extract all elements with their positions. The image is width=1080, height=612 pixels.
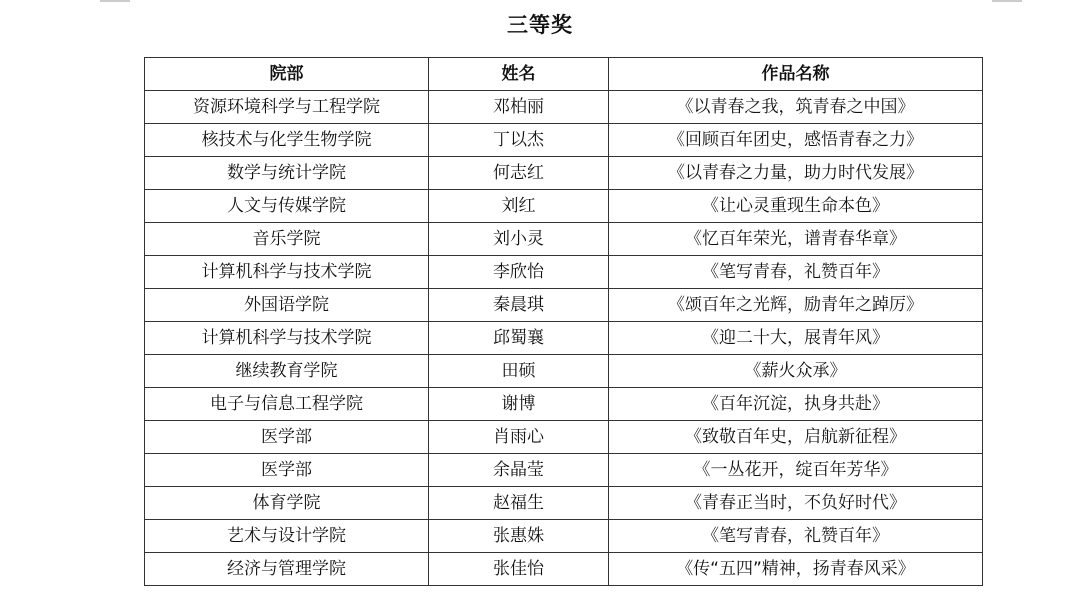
cell-work-title: 《薪火众承》 xyxy=(609,355,983,388)
table-row xyxy=(145,289,983,322)
cell-name: 李欣怡 xyxy=(429,256,609,289)
table-row xyxy=(145,91,983,124)
cell-name: 张惠姝 xyxy=(429,520,609,553)
cell-name: 秦晨琪 xyxy=(429,289,609,322)
cell-name: 田硕 xyxy=(429,355,609,388)
awards-table xyxy=(144,57,983,586)
table-row xyxy=(145,124,983,157)
table-row xyxy=(145,256,983,289)
table-row xyxy=(145,553,983,586)
cell-department: 医学部 xyxy=(145,421,429,454)
cell-work-title: 《笔写青春，礼赞百年》 xyxy=(609,520,983,553)
cell-work-title: 《让心灵重现生命本色》 xyxy=(609,190,983,223)
table-row xyxy=(145,421,983,454)
cell-department: 计算机科学与技术学院 xyxy=(145,322,429,355)
cell-name: 何志红 xyxy=(429,157,609,190)
cell-name: 肖雨心 xyxy=(429,421,609,454)
cell-department: 人文与传媒学院 xyxy=(145,190,429,223)
cell-work-title: 《传“五四”精神，扬青春风采》 xyxy=(609,553,983,586)
cell-department: 继续教育学院 xyxy=(145,355,429,388)
table-row xyxy=(145,223,983,256)
cell-work-title: 《以青春之力量，助力时代发展》 xyxy=(609,157,983,190)
column-header-work-title: 作品名称 xyxy=(609,58,983,91)
cell-name: 余晶莹 xyxy=(429,454,609,487)
table-row xyxy=(145,322,983,355)
cell-work-title: 《以青春之我，筑青春之中国》 xyxy=(609,91,983,124)
cell-name: 邱蜀襄 xyxy=(429,322,609,355)
table-header-row xyxy=(145,58,983,91)
cell-department: 核技术与化学生物学院 xyxy=(145,124,429,157)
cell-department: 艺术与设计学院 xyxy=(145,520,429,553)
top-right-edge-mark xyxy=(992,0,1022,2)
table-row xyxy=(145,190,983,223)
cell-work-title: 《颂百年之光辉，励青年之踔厉》 xyxy=(609,289,983,322)
table-row xyxy=(145,487,983,520)
page-title: 三等奖 xyxy=(507,13,573,37)
cell-name: 赵福生 xyxy=(429,487,609,520)
cell-name: 刘红 xyxy=(429,190,609,223)
table-row xyxy=(145,454,983,487)
table-row xyxy=(145,157,983,190)
cell-work-title: 《青春正当时，不负好时代》 xyxy=(609,487,983,520)
cell-work-title: 《回顾百年团史，感悟青春之力》 xyxy=(609,124,983,157)
column-header-name: 姓名 xyxy=(429,58,609,91)
table-row xyxy=(145,520,983,553)
cell-department: 计算机科学与技术学院 xyxy=(145,256,429,289)
cell-work-title: 《致敬百年史，启航新征程》 xyxy=(609,421,983,454)
cell-department: 数学与统计学院 xyxy=(145,157,429,190)
cell-department: 经济与管理学院 xyxy=(145,553,429,586)
cell-work-title: 《忆百年荣光，谱青春华章》 xyxy=(609,223,983,256)
cell-work-title: 《笔写青春，礼赞百年》 xyxy=(609,256,983,289)
cell-department: 音乐学院 xyxy=(145,223,429,256)
cell-name: 张佳怡 xyxy=(429,553,609,586)
cell-name: 刘小灵 xyxy=(429,223,609,256)
table-row xyxy=(145,388,983,421)
cell-name: 谢博 xyxy=(429,388,609,421)
cell-department: 外国语学院 xyxy=(145,289,429,322)
column-header-department: 院部 xyxy=(145,58,429,91)
cell-department: 电子与信息工程学院 xyxy=(145,388,429,421)
cell-department: 资源环境科学与工程学院 xyxy=(145,91,429,124)
table-row xyxy=(145,355,983,388)
cell-name: 丁以杰 xyxy=(429,124,609,157)
cell-name: 邓柏丽 xyxy=(429,91,609,124)
top-left-edge-mark xyxy=(100,0,130,2)
cell-department: 体育学院 xyxy=(145,487,429,520)
cell-work-title: 《一丛花开，绽百年芳华》 xyxy=(609,454,983,487)
cell-department: 医学部 xyxy=(145,454,429,487)
cell-work-title: 《迎二十大，展青年风》 xyxy=(609,322,983,355)
cell-work-title: 《百年沉淀，执身共赴》 xyxy=(609,388,983,421)
